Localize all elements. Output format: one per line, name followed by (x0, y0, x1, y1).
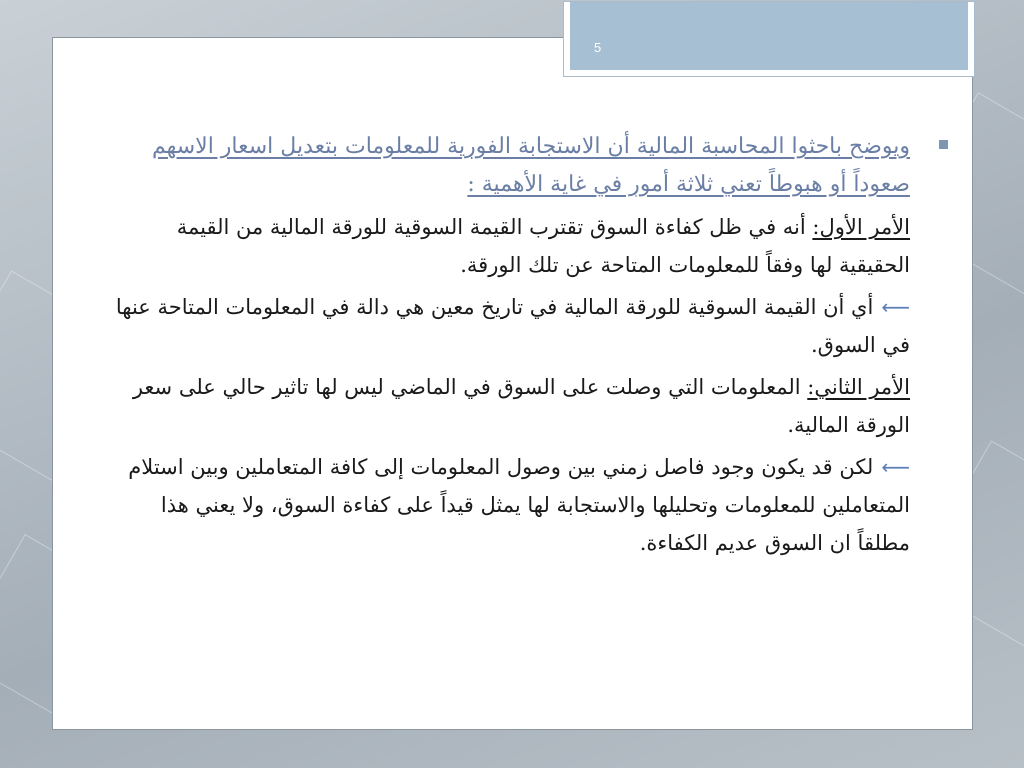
intro-bullet (110, 128, 910, 204)
point-second-detail (110, 448, 910, 562)
slide-number: 5 (594, 40, 602, 55)
point-first-lead: الأمر الأول: (812, 215, 910, 239)
point-first (110, 208, 910, 284)
point-second-detail-text: لكن قد يكون وجود فاصل زمني بين وصول المعلومات إلى كافة المتعاملين وبين استلام المتعاملين للمعلومات وتحليلها والاستجابة لها يمثل قيداً على كفاءة السوق، ولا يعني هذا مطلقاً ان السوق عديم الكفاءة. (128, 455, 910, 555)
left-arrow-icon: ⟵ (881, 295, 910, 319)
point-second-lead: الأمر الثاني: (807, 375, 910, 399)
point-second (110, 368, 910, 444)
square-bullet-icon (939, 140, 948, 149)
point-first-detail-text: أي أن القيمة السوقية للورقة المالية في تاريخ معين هي دالة في المعلومات المتاحة عنها في السوق. (115, 295, 910, 357)
left-arrow-icon: ⟵ (881, 455, 910, 479)
point-first-detail (110, 288, 910, 364)
slide-content (110, 128, 910, 566)
slide-number-tab-fill (570, 2, 968, 70)
point-second-text: المعلومات التي وصلت على السوق في الماضي ليس لها تاثير حالي على سعر الورقة المالية. (132, 375, 910, 437)
slide-number-tab (563, 1, 975, 77)
point-first-text: أنه في ظل كفاءة السوق تقترب القيمة السوقية للورقة المالية من القيمة الحقيقية لها وفقاً للمعلومات المتاحة عن تلك الورقة. (176, 215, 910, 277)
intro-text: ويوضح باحثوا المحاسبة المالية أن الاستجابة الفورية للمعلومات بتعديل اسعار الاسهم صعوداً أو هبوطاً تعني ثلاثة أمور في غاية الأهمية : (151, 134, 910, 197)
